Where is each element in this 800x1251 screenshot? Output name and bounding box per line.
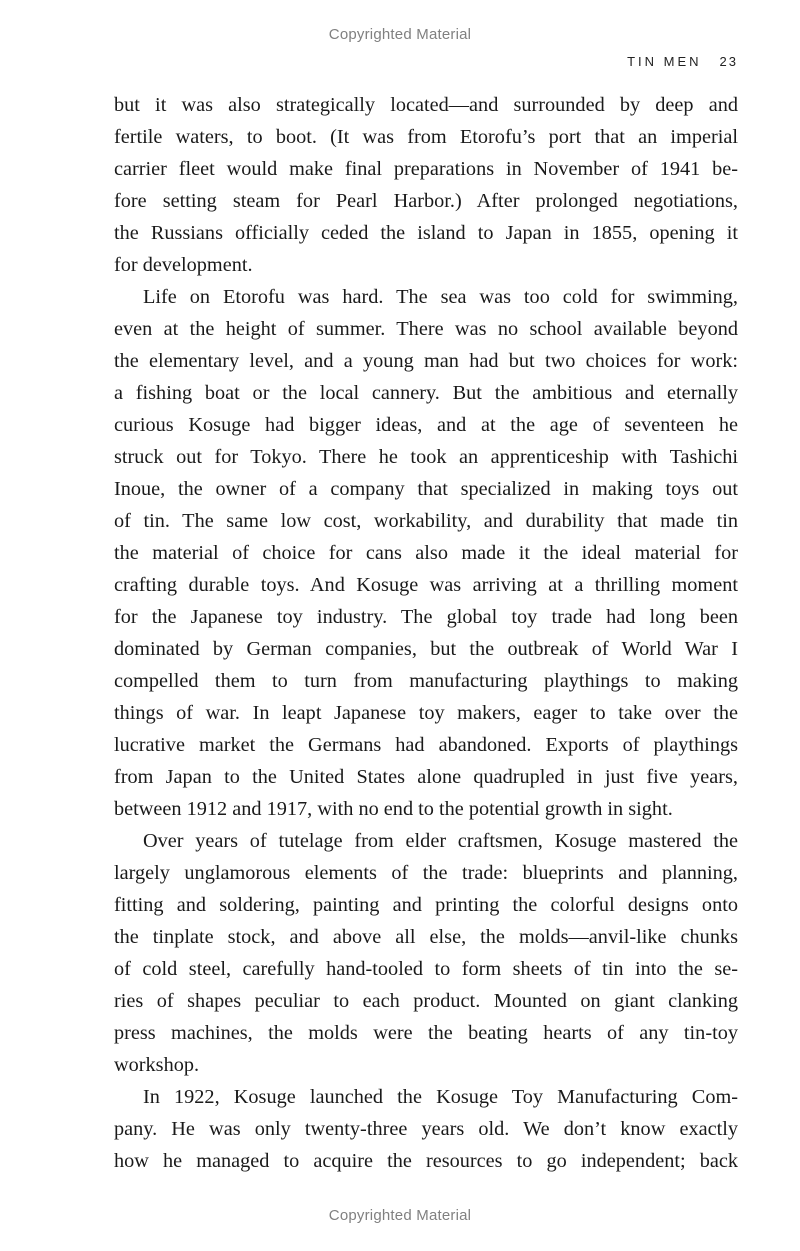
text-line: for the Japanese toy industry. The global toy trade had long been: [114, 606, 738, 628]
text-line: compelled them to turn from manufacturing playthings to making: [114, 670, 738, 692]
text-line: Life on Etorofu was hard. The sea was too cold for swimming,: [143, 286, 738, 308]
text-line: fertile waters, to boot. (It was from Etorofu’s port that an imperial: [114, 126, 738, 148]
copyright-watermark-bottom: Copyrighted Material: [328, 1207, 472, 1224]
running-head-title: TIN MEN: [627, 54, 702, 69]
text-line: the Russians officially ceded the island to Japan in 1855, opening it: [114, 222, 738, 244]
paragraph-4: [114, 1081, 738, 1177]
paragraph-3: [114, 825, 738, 1081]
paragraph-2: [114, 281, 738, 825]
text-line: of cold steel, carefully hand-tooled to form sheets of tin into the se-: [114, 958, 738, 980]
text-line: the elementary level, and a young man had but two choices for work:: [114, 350, 738, 372]
text-line: of tin. The same low cost, workability, and durability that made tin: [114, 510, 738, 532]
text-line: crafting durable toys. And Kosuge was arriving at a thrilling moment: [114, 574, 738, 596]
text-line: lucrative market the Germans had abandoned. Exports of playthings: [114, 734, 738, 756]
text-line: In 1922, Kosuge launched the Kosuge Toy Manufacturing Com-: [143, 1086, 738, 1108]
text-line: largely unglamorous elements of the trade: blueprints and planning,: [114, 862, 738, 884]
text-line: between 1912 and 1917, with no end to the potential growth in sight.: [114, 798, 673, 820]
text-line: press machines, the molds were the beating hearts of any tin-toy: [114, 1022, 738, 1044]
text-line: fitting and soldering, painting and printing the colorful designs onto: [114, 894, 738, 916]
paragraph-1: [114, 89, 738, 281]
text-line: dominated by German companies, but the outbreak of World War I: [114, 638, 738, 660]
text-line: even at the height of summer. There was no school available beyond: [114, 318, 738, 340]
text-line: struck out for Tokyo. There he took an apprenticeship with Tashichi: [114, 446, 738, 468]
text-line: Inoue, the owner of a company that specialized in making toys out: [114, 478, 738, 500]
text-line: for development.: [114, 254, 253, 276]
text-line: fore setting steam for Pearl Harbor.) After prolonged negotiations,: [114, 190, 738, 212]
text-line: curious Kosuge had bigger ideas, and at the age of seventeen he: [114, 414, 738, 436]
text-line: workshop.: [114, 1054, 200, 1076]
text-line: but it was also strategically located—and surrounded by deep and: [114, 94, 738, 116]
copyright-watermark-top: Copyrighted Material: [328, 26, 472, 43]
text-line: the tinplate stock, and above all else, the molds—anvil-like chunks: [114, 926, 738, 948]
text-line: from Japan to the United States alone quadrupled in just five years,: [114, 766, 738, 788]
text-line: carrier fleet would make final preparations in November of 1941 be-: [114, 158, 738, 180]
text-line: how he managed to acquire the resources to go independent; back: [114, 1150, 738, 1172]
body-text: [114, 89, 738, 1177]
text-line: the material of choice for cans also made it the ideal material for: [114, 542, 738, 564]
text-line: pany. He was only twenty-three years old. We don’t know exactly: [114, 1118, 738, 1140]
page-number: 23: [719, 54, 738, 69]
text-line: a fishing boat or the local cannery. But the ambitious and eternally: [114, 382, 738, 404]
running-head: [627, 54, 738, 69]
text-line: ries of shapes peculiar to each product. Mounted on giant clanking: [114, 990, 738, 1012]
text-line: things of war. In leapt Japanese toy makers, eager to take over the: [114, 702, 738, 724]
text-line: Over years of tutelage from elder craftsmen, Kosuge mastered the: [143, 830, 738, 852]
